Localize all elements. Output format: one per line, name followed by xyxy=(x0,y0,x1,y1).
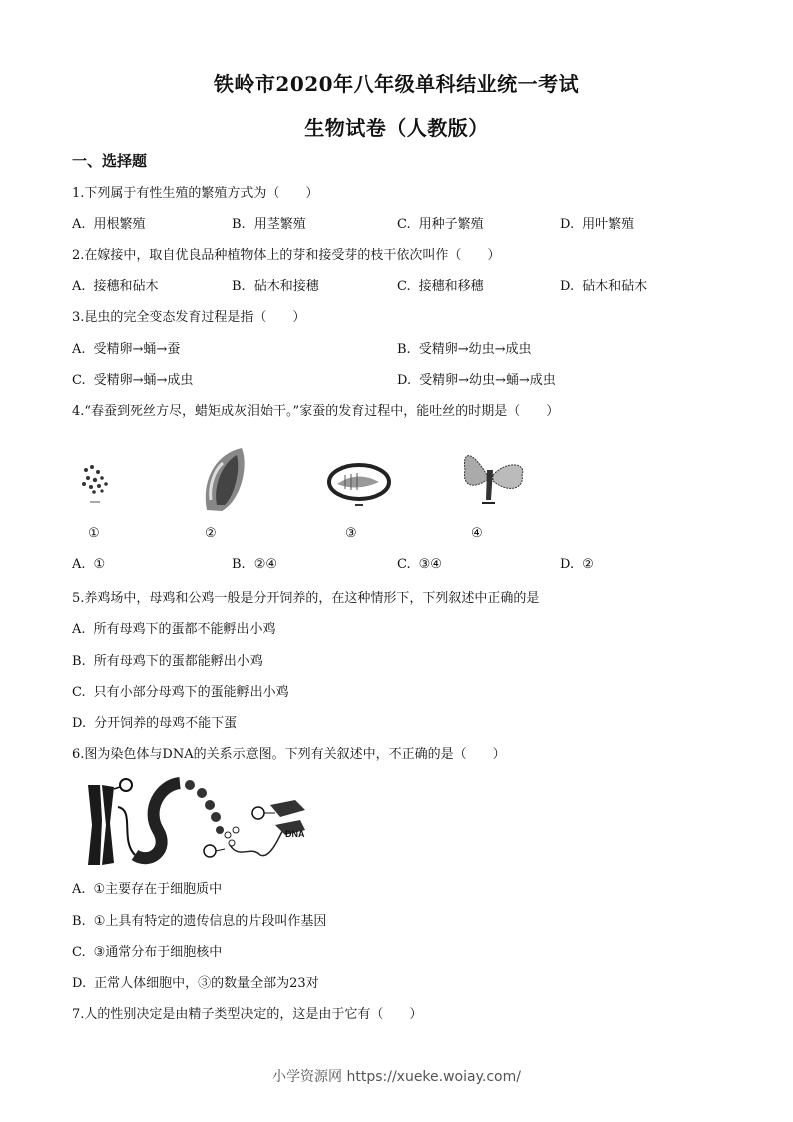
exam-title: 铁岭市2020年八年级单科结业统一考试 xyxy=(213,72,580,96)
question-4-stem: 4.“春蚕到死丝方尽，蜡矩成灰泪始干。”家蚕的发育过程中，能吐丝的时期是（ ） xyxy=(72,404,560,419)
chromosome-dna-image xyxy=(80,775,320,870)
q5-option-b: B. 所有母鸡下的蛋都能孵出小鸡 xyxy=(72,654,263,669)
q4-option-b: B. ②④ xyxy=(232,557,277,572)
question-1-stem: 1.下列属于有性生殖的繁殖方式为（ ） xyxy=(72,186,319,201)
q1-option-b: B. 用茎繁殖 xyxy=(232,217,306,232)
q5-option-c: C. 只有小部分母鸡下的蛋能孵出小鸡 xyxy=(72,685,289,700)
q1-option-d: D. 用叶繁殖 xyxy=(560,217,635,232)
q2-option-c: C. 接穗和移穗 xyxy=(397,279,484,294)
q4-option-c: C. ③④ xyxy=(397,557,442,572)
pupa-image xyxy=(327,462,392,507)
q4-option-a: A. ① xyxy=(72,557,106,572)
q3-option-b: B. 受精卵→幼虫→成虫 xyxy=(397,342,532,357)
exam-subtitle: 生物试卷（人教版） xyxy=(304,116,489,140)
q3-option-a: A. 受精卵→蛹→蚕 xyxy=(72,342,181,357)
q5-option-d: D. 分开饲养的母鸡不能下蛋 xyxy=(72,716,238,731)
section-heading: 一、选择题 xyxy=(72,152,148,170)
figure-label-3: ③ xyxy=(345,526,357,541)
q2-option-d: D. 砧木和砧木 xyxy=(560,279,648,294)
larva-image xyxy=(197,445,252,515)
chromosome-dna-diagram xyxy=(80,775,320,870)
q2-option-b: B. 砧木和接穗 xyxy=(232,279,319,294)
figure-label-1: ① xyxy=(88,526,100,541)
question-6-stem: 6.图为染色体与DNA的关系示意图。下列有关叙述中，不正确的是（ ） xyxy=(72,747,506,762)
q2-option-a: A. 接穗和砧木 xyxy=(72,279,159,294)
q4-option-d: D. ② xyxy=(560,557,594,572)
q1-option-a: A. 用根繁殖 xyxy=(72,217,146,232)
svg-text:DNA: DNA xyxy=(285,829,305,839)
footer-watermark: 小学资源网 https://xueke.woiay.com/ xyxy=(272,1069,521,1085)
question-5-stem: 5.养鸡场中，母鸡和公鸡一般是分开饲养的，在这种情形下，下列叙述中正确的是 xyxy=(72,591,540,606)
question-3-stem: 3.昆虫的完全变态发育过程是指（ ） xyxy=(72,310,306,325)
eggs-image xyxy=(78,460,118,505)
question-7-stem: 7.人的性别决定是由精子类型决定的，这是由于它有（ ） xyxy=(72,1007,423,1022)
q6-option-d: D. 正常人体细胞中，③的数量全部为23对 xyxy=(72,976,319,991)
moth-image xyxy=(457,445,532,510)
figure-label-4: ④ xyxy=(471,526,483,541)
figure-label-2: ② xyxy=(205,526,217,541)
q6-option-b: B. ①上具有特定的遗传信息的片段叫作基因 xyxy=(72,914,327,929)
q6-option-a: A. ①主要存在于细胞质中 xyxy=(72,882,223,897)
q1-option-c: C. 用种子繁殖 xyxy=(397,217,484,232)
q3-option-d: D. 受精卵→幼虫→蛹→成虫 xyxy=(397,373,556,388)
q5-option-a: A. 所有母鸡下的蛋都不能孵出小鸡 xyxy=(72,622,276,637)
q6-option-c: C. ③通常分布于细胞核中 xyxy=(72,945,223,960)
q3-option-c: C. 受精卵→蛹→成虫 xyxy=(72,373,194,388)
question-2-stem: 2.在嫁接中，取自优良品种植物体上的芽和接受芽的枝干依次叫作（ ） xyxy=(72,248,501,263)
silkworm-stages-figure xyxy=(72,440,632,550)
